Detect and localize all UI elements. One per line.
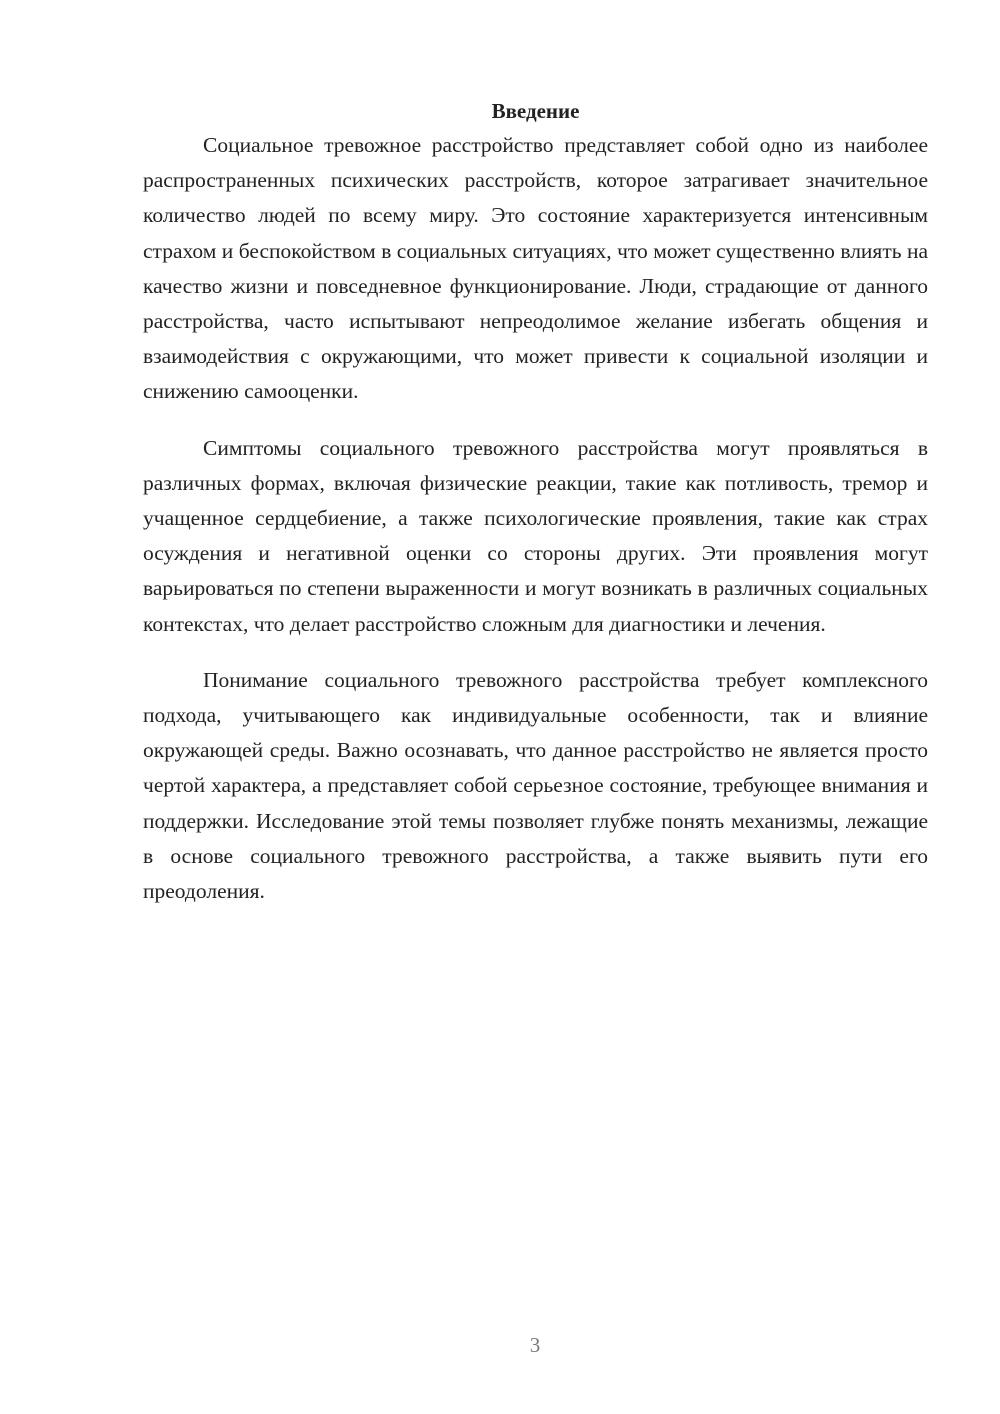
page-number: 3 bbox=[529, 1333, 541, 1357]
page-content bbox=[143, 94, 928, 909]
section-heading: Введение bbox=[491, 99, 580, 123]
paragraph-1: Социальное тревожное расстройство представляет собой одно из наиболее распространенных психических расстройств, которое затрагивает значительное количество людей по всему миру. Это состояние характеризуется интенсивным страхом и беспокойством в социальных ситуациях, что может существенно влиять на качество жизни и повседневное функционирование. Люди, страдающие от данного расстройства, часто испытывают непреодолимое желание избегать общения и взаимодействия с окружающими, что может привести к социальной изоляции и снижению самооценки. bbox=[143, 133, 928, 404]
paragraph-3: Понимание социального тревожного расстройства требует комплексного подхода, учитывающего как индивидуальные особенности, так и влияние окружающей среды. Важно осознавать, что данное расстройство не является просто чертой характера, а представляет собой серьезное состояние, требующее внимания и поддержки. Исследование этой темы позволяет глубже понять механизмы, лежащие в основе социального тревожного расстройства, а также выявить пути его преодоления. bbox=[143, 667, 928, 904]
paragraph-2: Симптомы социального тревожного расстройства могут проявляться в различных формах, включая физические реакции, такие как потливость, тремор и учащенное сердцебиение, а также психологические проявления, такие как страх осуждения и негативной оценки со стороны других. Эти проявления могут варьироваться по степени выраженности и могут возникать в различных социальных контекстах, что делает расстройство сложным для диагностики и лечения. bbox=[143, 435, 928, 636]
